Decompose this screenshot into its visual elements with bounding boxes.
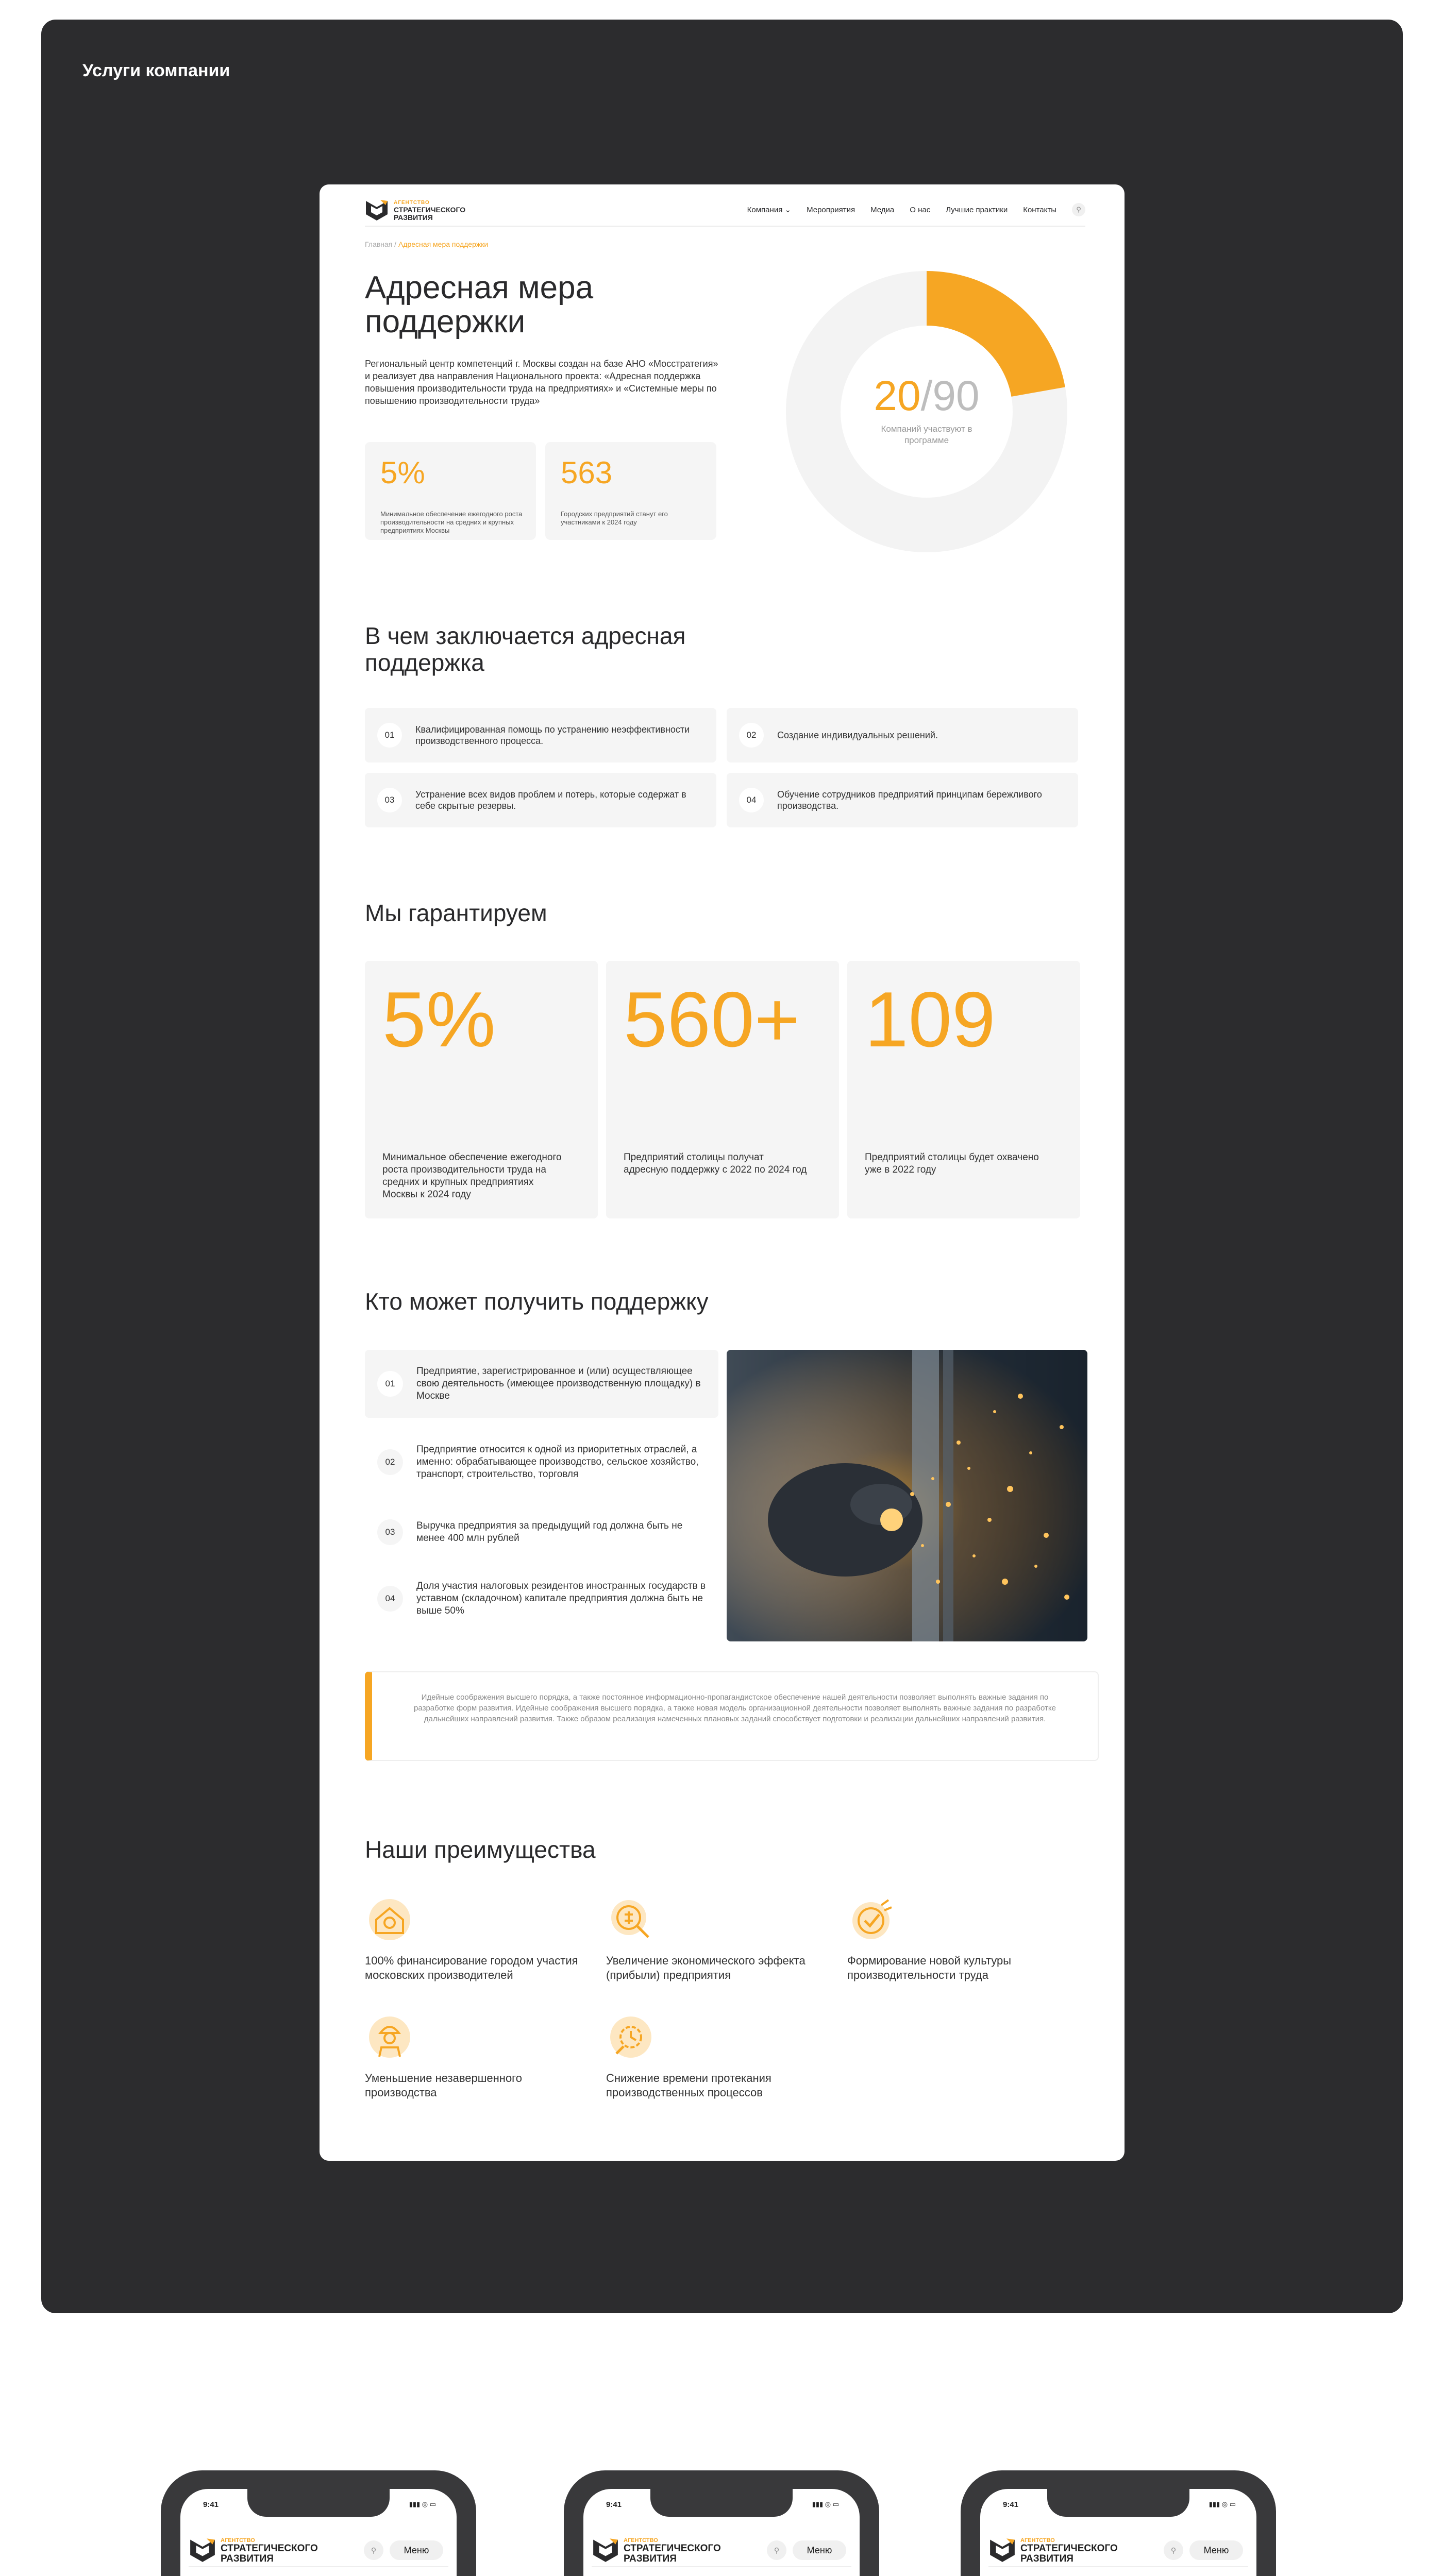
site-logo[interactable]: [365, 198, 468, 223]
phone-mockup-support: 9:41 ▮▮▮ ◎ ▭ АГЕНТСТВО СТРАТЕГИЧЕСКОГО РАЗВИТИЯ ⚲ Меню: [961, 2470, 1276, 2576]
kpi-value: 563: [561, 455, 613, 490]
advantage-item: Формирование новой культуры производительности труда: [847, 1895, 1074, 1982]
mobile-header: АГЕНТСТВО СТРАТЕГИЧЕСКОГО РАЗВИТИЯ ⚲ Меню: [988, 2533, 1248, 2567]
breadcrumb-current: Адресная мера поддержки: [398, 240, 489, 248]
advantage-item: Уменьшение незавершенного производства: [365, 2012, 592, 2100]
growth-money-icon: [606, 1895, 656, 1944]
guarantee-card: 109 Предприятий столицы будет охвачено уже в 2022 году: [847, 961, 1080, 1218]
kpi-desc: Городских предприятий станут его участниками к 2024 году: [561, 510, 668, 526]
section-title-who: Кто может получить поддержку: [365, 1288, 709, 1315]
breadcrumb: Главная / Адресная мера поддержки: [365, 240, 489, 248]
logo-mark-icon: [592, 2537, 619, 2563]
support-item: 02 Создание индивидуальных решений.: [727, 708, 1078, 762]
funding-house-icon: [365, 1895, 414, 1944]
eligibility-item: 03 Выручка предприятия за предыдущий год должна быть не менее 400 млн рублей: [365, 1506, 718, 1558]
kpi-desc: Минимальное обеспечение ежегодного роста производительности на средних и крупных предприятиях Москвы: [380, 510, 523, 534]
advantage-item: 100% финансирование городом участия московских производителей: [365, 1895, 592, 1982]
donut-caption: Компаний участвуют в программе: [881, 424, 972, 445]
logo-caption: АГЕНТСТВО: [394, 200, 430, 206]
advantage-item: Увеличение экономического эффекта (прибыли) предприятия: [606, 1895, 833, 1982]
kpi-card: [545, 442, 716, 540]
support-item: 04 Обучение сотрудников предприятий принципам бережливого производства.: [727, 773, 1078, 827]
info-quote: Идейные соображения высшего порядка, а также постоянное информационно-пропагандистское обеспечение нашей деятельности позволяет выполнять важные задания по разработке форм развития. Идейные соображения высшего порядка, а также новая модель организационной деятельности позволяет выполнять важные задания по разработке дальнейших направлений развития. Также образом реализация намеченных плановых заданий способствует подготовки и реализации дальнейших направлений развития.: [365, 1671, 1099, 1761]
menu-button[interactable]: Меню: [1189, 2540, 1243, 2560]
guarantee-card: 560+ Предприятий столицы получат адресную поддержку с 2022 по 2024 год: [606, 961, 839, 1218]
nav-item-events[interactable]: Мероприятия: [807, 205, 855, 214]
nav-item-company[interactable]: Компания ⌄: [747, 206, 792, 214]
mobile-header: АГЕНТСТВО СТРАТЕГИЧЕСКОГО РАЗВИТИЯ ⚲ Меню: [592, 2533, 851, 2567]
search-icon[interactable]: ⚲: [767, 2540, 786, 2560]
phone-mockup-guarantee: 9:41 ▮▮▮ ◎ ▭ АГЕНТСТВО СТРАТЕГИЧЕСКОГО РАЗВИТИЯ ⚲ Меню: [564, 2470, 879, 2576]
nav-item-practices[interactable]: Лучшие практики: [946, 205, 1008, 214]
kpi-card: [365, 442, 536, 540]
gear-clock-icon: [606, 2012, 656, 2062]
eligibility-item: 04 Доля участия налоговых резидентов иностранных государств в уставном (складочном) капитале предприятия должна быть не выше 50%: [365, 1565, 718, 1632]
eligibility-item: 01 Предприятие, зарегистрированное и (или) осуществляющее свою деятельность (имеющее производственную площадку) в Москве: [365, 1350, 718, 1418]
search-icon[interactable]: ⚲: [364, 2540, 383, 2560]
main-nav: [747, 203, 1085, 216]
kpi-value: 5%: [380, 455, 425, 490]
eligibility-item: 02 Предприятие относится к одной из приоритетных отраслей, а именно: обрабатывающее производство, сельское хозяйство, транспорт, строительство, торговля: [365, 1426, 718, 1498]
support-item: 03 Устранение всех видов проблем и потерь, которые содержат в себе скрытые резервы.: [365, 773, 716, 827]
panel-title: Услуги компании: [82, 61, 230, 80]
mobile-header: АГЕНТСТВО СТРАТЕГИЧЕСКОГО РАЗВИТИЯ ⚲ Меню: [189, 2533, 448, 2567]
menu-button[interactable]: Меню: [390, 2540, 443, 2560]
logo-title: СТРАТЕГИЧЕСКОГО РАЗВИТИЯ: [394, 206, 466, 222]
status-icons: ▮▮▮ ◎ ▭: [409, 2500, 436, 2508]
desktop-page: [320, 184, 1125, 2161]
search-icon[interactable]: ⚲: [1164, 2540, 1183, 2560]
section-title-advantages: Наши преимущества: [365, 1836, 596, 1863]
breadcrumb-home[interactable]: Главная: [365, 240, 393, 248]
guarantee-card: 5% Минимальное обеспечение ежегодного роста производительности труда на средних и крупных предприятиях Москвы к 2024 году: [365, 961, 598, 1218]
nav-item-media[interactable]: Медиа: [870, 205, 895, 214]
culture-target-icon: [847, 1895, 897, 1944]
section-title-support: В чем заключается адресная поддержка: [365, 622, 686, 676]
logo-mark-icon: [988, 2537, 1016, 2563]
search-icon[interactable]: ⚲: [1072, 203, 1085, 216]
status-time: 9:41: [203, 2500, 219, 2509]
logo-mark-icon: [189, 2537, 216, 2563]
participation-donut: [786, 271, 1067, 552]
site-header: [365, 196, 1085, 227]
menu-button[interactable]: Меню: [793, 2540, 846, 2560]
section-title-guarantee: Мы гарантируем: [365, 900, 547, 926]
support-item: 01 Квалифицированная помощь по устранению неэффективности производственного процесса.: [365, 708, 716, 762]
worker-icon: [365, 2012, 414, 2062]
donut-value: 20/90: [874, 372, 980, 419]
welding-photo: [727, 1350, 1087, 1641]
phone-mockup-hero: [161, 2470, 476, 2576]
page-title: Адресная мера поддержки: [365, 270, 594, 340]
advantage-item: Снижение времени протекания производственных процессов: [606, 2012, 833, 2100]
nav-item-about[interactable]: О нас: [910, 205, 931, 214]
hero-lead: Региональный центр компетенций г. Москвы создан на базе АНО «Мосстратегия» и реализует два направления Национального проекта: «Адресная поддержка повышения производительности труда на предприятиях» и «Системные меры по повышению производительности труда»: [365, 359, 718, 406]
logo-mark-icon: [365, 199, 389, 222]
nav-item-contacts[interactable]: Контакты: [1023, 205, 1056, 214]
